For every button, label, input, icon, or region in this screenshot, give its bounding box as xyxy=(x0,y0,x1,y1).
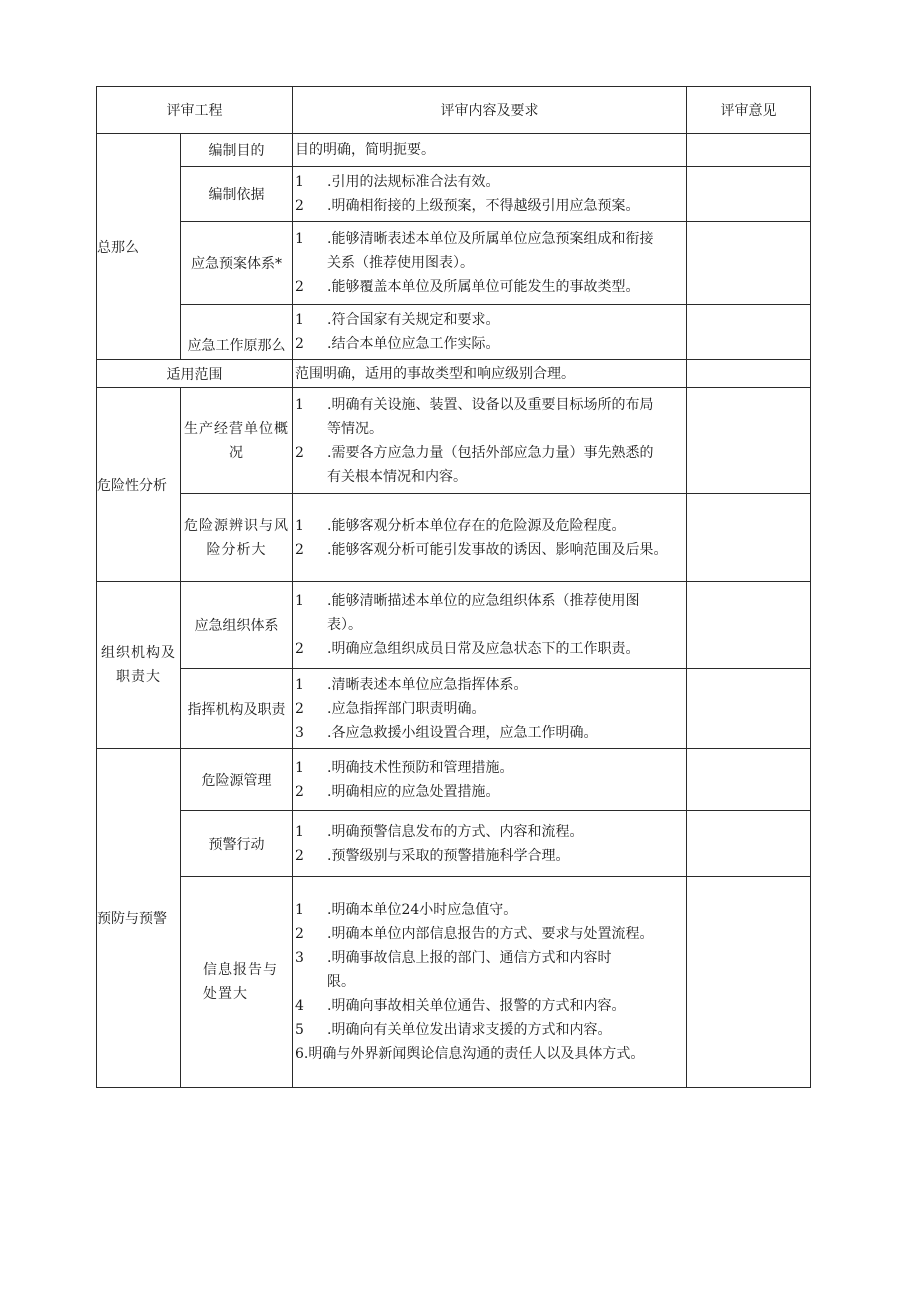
item-number xyxy=(295,417,327,441)
item-number: 1 xyxy=(295,517,304,534)
item-text: .预警级别与采取的预警措施科学合理。 xyxy=(327,847,570,864)
list-item xyxy=(295,820,684,844)
item-text: .应急指挥部门职责明确。 xyxy=(327,700,486,717)
subitem-org-system: 应急组织体系 xyxy=(181,582,293,669)
item-number: 1 xyxy=(295,676,304,693)
category-general: 总那么 xyxy=(97,134,181,360)
item-text: 6.明确与外界新闻舆论信息沟通的责任人以及具体方式。 xyxy=(295,1046,645,1062)
table-row xyxy=(97,877,811,1088)
table-row xyxy=(97,167,811,222)
opinion-cell[interactable] xyxy=(687,494,811,582)
list-item xyxy=(295,922,684,946)
item-text: .明确事故信息上报的部门、通信方式和内容时 xyxy=(327,950,612,966)
list-item xyxy=(295,756,684,780)
item-text: 限。 xyxy=(327,974,355,990)
list-item xyxy=(295,275,684,299)
item-number: 1 xyxy=(295,396,304,413)
item-number: 1 xyxy=(295,902,304,918)
item-text: .结合本单位应急工作实际。 xyxy=(327,336,500,352)
list-item xyxy=(295,308,684,332)
opinion-cell[interactable] xyxy=(687,582,811,669)
item-number: 1 xyxy=(295,759,304,776)
item-text: .明确本单位内部信息报告的方式、要求与处置流程。 xyxy=(327,926,654,942)
list-item xyxy=(295,393,684,417)
list-item xyxy=(295,417,684,441)
list-item xyxy=(295,994,684,1018)
table-row xyxy=(97,222,811,305)
table-row xyxy=(97,582,811,669)
table-row xyxy=(97,134,811,167)
item-text: .需要各方应急力量（包括外部应急力量）事先熟悉的 xyxy=(327,444,654,461)
item-text: .能够清晰描述本单位的应急组织体系（推荐使用图 xyxy=(327,593,640,609)
list-item xyxy=(295,613,684,637)
item-text: 表）。 xyxy=(327,617,362,633)
content-principles xyxy=(293,305,687,360)
list-item xyxy=(295,170,684,194)
category-prevention: 预防与预警 xyxy=(97,749,181,1088)
list-item xyxy=(295,589,684,613)
content-hazard-mgmt xyxy=(293,749,687,811)
content-system xyxy=(293,222,687,305)
item-text: 等情况。 xyxy=(327,420,383,437)
item-number xyxy=(295,251,327,275)
subitem-system: 应急预案体系* xyxy=(181,222,293,305)
opinion-cell[interactable] xyxy=(687,669,811,749)
header-item: 评审工程 xyxy=(97,87,293,134)
item-text: .能够覆盖本单位及所属单位可能发生的事故类型。 xyxy=(327,279,640,295)
item-number: 3 xyxy=(295,950,304,966)
table-row xyxy=(97,360,811,388)
subitem-command: 指挥机构及职责 xyxy=(181,669,293,749)
list-item xyxy=(295,538,684,562)
item-text: .能够清晰表述本单位及所属单位应急预案组成和衔接 xyxy=(327,231,654,247)
item-number: 3 xyxy=(295,724,304,741)
subitem-overview: 生产经营单位概况 xyxy=(181,388,293,494)
opinion-cell[interactable] xyxy=(687,388,811,494)
list-item xyxy=(295,251,684,275)
item-text: .清晰表述本单位应急指挥体系。 xyxy=(327,676,528,693)
item-number: 2 xyxy=(295,641,304,657)
category-organization: 组织机构及职责大 xyxy=(97,582,181,749)
item-number: 4 xyxy=(295,998,304,1014)
opinion-cell[interactable] xyxy=(687,167,811,222)
item-text: .符合国家有关规定和要求。 xyxy=(327,312,500,328)
list-item xyxy=(295,1018,684,1042)
subitem-principles: 应急工作原那么 xyxy=(181,305,293,360)
content-org-system xyxy=(293,582,687,669)
opinion-cell[interactable] xyxy=(687,134,811,167)
item-number: 1 xyxy=(295,312,304,328)
opinion-cell[interactable] xyxy=(687,811,811,877)
subitem-basis: 编制依据 xyxy=(181,167,293,222)
list-item xyxy=(295,673,684,697)
list-item xyxy=(295,514,684,538)
item-text: .能够客观分析本单位存在的危险源及危险程度。 xyxy=(327,517,626,534)
content-risk xyxy=(293,494,687,582)
list-item xyxy=(295,637,684,661)
list-item xyxy=(295,441,684,465)
content-basis xyxy=(293,167,687,222)
item-text: .明确相衔接的上级预案，不得越级引用应急预案。 xyxy=(327,198,640,214)
item-text: .明确向事故相关单位通告、报警的方式和内容。 xyxy=(327,998,626,1014)
opinion-cell[interactable] xyxy=(687,360,811,388)
content-report xyxy=(293,877,687,1088)
table-row xyxy=(97,669,811,749)
item-number: 2 xyxy=(295,336,304,352)
content-purpose: 目的明确，简明扼要。 xyxy=(293,134,687,167)
item-text: .明确向有关单位发出请求支援的方式和内容。 xyxy=(327,1022,612,1038)
subitem-report: 信息报告与处置大 xyxy=(181,877,293,1088)
list-item xyxy=(295,844,684,868)
item-text: 有关根本情况和内容。 xyxy=(327,468,467,485)
item-number: 2 xyxy=(295,847,304,864)
category-hazard: 危险性分析 xyxy=(97,388,181,582)
list-item xyxy=(295,970,684,994)
table-row xyxy=(97,494,811,582)
list-item xyxy=(295,898,684,922)
header-opinion: 评审意见 xyxy=(687,87,811,134)
opinion-cell[interactable] xyxy=(687,749,811,811)
category-scope: 适用范围 xyxy=(97,360,293,388)
content-overview xyxy=(293,388,687,494)
item-number xyxy=(295,970,327,994)
header-row xyxy=(97,87,811,134)
item-number: 5 xyxy=(295,1022,304,1038)
item-number: 1 xyxy=(295,823,304,840)
item-number: 1 xyxy=(295,231,304,247)
subitem-warning: 预警行动 xyxy=(181,811,293,877)
item-number xyxy=(295,613,327,637)
list-item xyxy=(295,465,684,489)
opinion-cell[interactable] xyxy=(687,222,811,305)
subitem-risk: 危险源辨识与风险分析大 xyxy=(181,494,293,582)
table-row xyxy=(97,811,811,877)
list-item xyxy=(295,194,684,218)
item-number: 2 xyxy=(295,541,304,558)
content-command xyxy=(293,669,687,749)
item-text: .各应急救援小组设置合理，应急工作明确。 xyxy=(327,724,598,741)
list-item xyxy=(295,1042,684,1066)
item-text: .明确应急组织成员日常及应急状态下的工作职责。 xyxy=(327,641,640,657)
subitem-hazard-mgmt: 危险源管理 xyxy=(181,749,293,811)
list-item xyxy=(295,697,684,721)
item-text: .引用的法规标准合法有效。 xyxy=(327,174,500,190)
header-content: 评审内容及要求 xyxy=(293,87,687,134)
item-text: .明确本单位24小时应急值守。 xyxy=(327,902,518,918)
list-item xyxy=(295,721,684,745)
list-item xyxy=(295,780,684,804)
content-scope: 范围明确，适用的事故类型和响应级别合理。 xyxy=(293,360,687,388)
item-number: 2 xyxy=(295,444,304,461)
item-number: 1 xyxy=(295,593,304,609)
list-item xyxy=(295,946,684,970)
item-text: .明确相应的应急处置措施。 xyxy=(327,783,500,800)
item-text: 关系（推荐使用图表）。 xyxy=(327,255,474,271)
table-row xyxy=(97,388,811,494)
item-number: 1 xyxy=(295,174,304,190)
item-number: 2 xyxy=(295,783,304,800)
table-row xyxy=(97,305,811,360)
list-item xyxy=(295,227,684,251)
item-number: 2 xyxy=(295,700,304,717)
item-number: 2 xyxy=(295,198,304,214)
table-row xyxy=(97,749,811,811)
opinion-cell[interactable] xyxy=(687,877,811,1088)
item-number xyxy=(295,465,327,489)
item-text: .能够客观分析可能引发事故的诱因、影响范围及后果。 xyxy=(327,541,668,558)
content-warning xyxy=(293,811,687,877)
item-number: 2 xyxy=(295,279,304,295)
item-number: 2 xyxy=(295,926,304,942)
subitem-purpose: 编制目的 xyxy=(181,134,293,167)
item-text: .明确有关设施、装置、设备以及重要目标场所的布局 xyxy=(327,396,654,413)
opinion-cell[interactable] xyxy=(687,305,811,360)
item-text: .明确技术性预防和管理措施。 xyxy=(327,759,514,776)
review-table xyxy=(96,86,811,1088)
list-item xyxy=(295,332,684,356)
item-text: .明确预警信息发布的方式、内容和流程。 xyxy=(327,823,584,840)
